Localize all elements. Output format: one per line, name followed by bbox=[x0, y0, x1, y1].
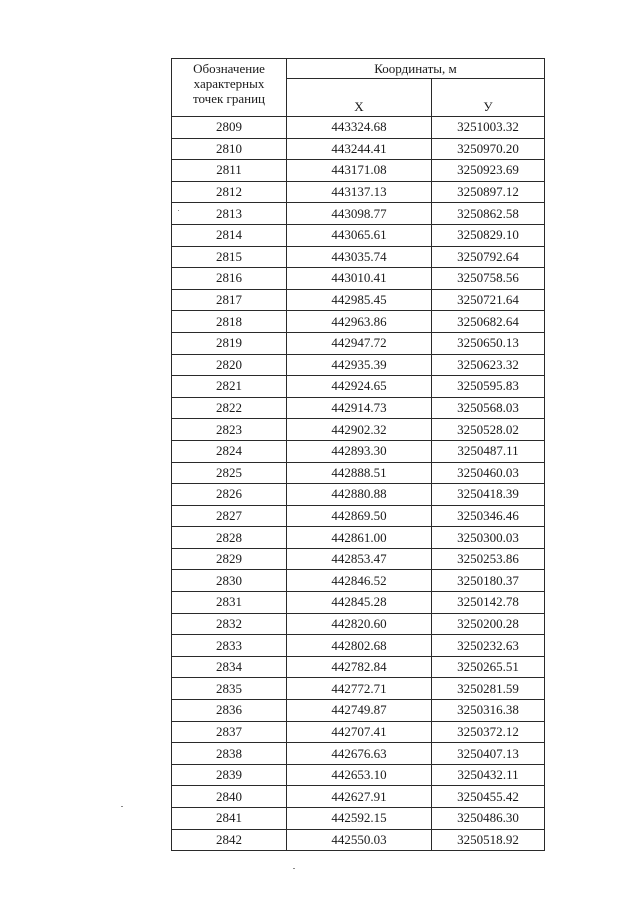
x-coordinate-cell: 442893.30 bbox=[287, 440, 432, 462]
table-row bbox=[172, 462, 545, 484]
table-row bbox=[172, 505, 545, 527]
point-cell: 2823 bbox=[172, 419, 287, 441]
x-coordinate-cell: 442772.71 bbox=[287, 678, 432, 700]
x-coordinate-cell: 442802.68 bbox=[287, 635, 432, 657]
x-coordinate-cell: 443065.61 bbox=[287, 224, 432, 246]
coordinates-table bbox=[171, 58, 545, 851]
x-coordinate-cell: 442782.84 bbox=[287, 656, 432, 678]
y-coordinate-cell: 3250792.64 bbox=[432, 246, 545, 268]
x-coordinate-cell: 442861.00 bbox=[287, 527, 432, 549]
point-cell: 2834 bbox=[172, 656, 287, 678]
table-row bbox=[172, 678, 545, 700]
table-row bbox=[172, 635, 545, 657]
x-coordinate-cell: 442924.65 bbox=[287, 376, 432, 398]
y-coordinate-cell: 3250346.46 bbox=[432, 505, 545, 527]
point-cell: 2833 bbox=[172, 635, 287, 657]
point-header-line-2: характерных bbox=[193, 76, 265, 91]
table-row bbox=[172, 117, 545, 139]
x-coordinate-cell: 442550.03 bbox=[287, 829, 432, 851]
table-row bbox=[172, 160, 545, 182]
y-coordinate-cell: 3250518.92 bbox=[432, 829, 545, 851]
y-coordinate-cell: 3250432.11 bbox=[432, 764, 545, 786]
x-coordinate-cell: 443137.13 bbox=[287, 181, 432, 203]
table-row bbox=[172, 419, 545, 441]
y-coordinate-cell: 3250200.28 bbox=[432, 613, 545, 635]
table-row bbox=[172, 354, 545, 376]
y-coordinate-cell: 3250758.56 bbox=[432, 268, 545, 290]
point-cell: 2831 bbox=[172, 592, 287, 614]
table-row bbox=[172, 656, 545, 678]
point-cell: 2822 bbox=[172, 397, 287, 419]
table-row bbox=[172, 484, 545, 506]
y-coordinate-cell: 3250232.63 bbox=[432, 635, 545, 657]
point-cell: 2812 bbox=[172, 181, 287, 203]
y-coordinate-cell: 3250460.03 bbox=[432, 462, 545, 484]
x-coordinate-cell: 443324.68 bbox=[287, 117, 432, 139]
x-coordinate-cell: 442592.15 bbox=[287, 808, 432, 830]
point-cell: 2841 bbox=[172, 808, 287, 830]
point-cell: 2840 bbox=[172, 786, 287, 808]
table-header bbox=[172, 59, 545, 117]
scan-speck bbox=[293, 868, 295, 869]
table-row bbox=[172, 743, 545, 765]
point-header-line-1: Обозначение bbox=[193, 61, 265, 76]
scan-speck bbox=[178, 210, 179, 211]
y-coordinate-cell: 3250265.51 bbox=[432, 656, 545, 678]
x-coordinate-cell: 442676.63 bbox=[287, 743, 432, 765]
x-coordinate-cell: 442914.73 bbox=[287, 397, 432, 419]
table-row bbox=[172, 592, 545, 614]
point-cell: 2842 bbox=[172, 829, 287, 851]
point-cell: 2819 bbox=[172, 332, 287, 354]
x-coordinate-cell: 442845.28 bbox=[287, 592, 432, 614]
coordinates-header: Координаты, м bbox=[287, 59, 545, 79]
y-coordinate-cell: 3250372.12 bbox=[432, 721, 545, 743]
point-cell: 2814 bbox=[172, 224, 287, 246]
x-coordinate-cell: 442820.60 bbox=[287, 613, 432, 635]
x-coordinate-cell: 442846.52 bbox=[287, 570, 432, 592]
point-cell: 2830 bbox=[172, 570, 287, 592]
point-cell: 2813 bbox=[172, 203, 287, 225]
table-row bbox=[172, 527, 545, 549]
x-coordinate-cell: 442902.32 bbox=[287, 419, 432, 441]
table-row bbox=[172, 397, 545, 419]
point-cell: 2836 bbox=[172, 700, 287, 722]
y-coordinate-cell: 3250455.42 bbox=[432, 786, 545, 808]
table-row bbox=[172, 332, 545, 354]
x-column-header: X bbox=[287, 79, 432, 117]
table-body bbox=[172, 117, 545, 851]
table-row bbox=[172, 721, 545, 743]
y-coordinate-cell: 3250650.13 bbox=[432, 332, 545, 354]
point-cell: 2818 bbox=[172, 311, 287, 333]
y-coordinate-cell: 3250623.32 bbox=[432, 354, 545, 376]
point-cell: 2816 bbox=[172, 268, 287, 290]
table-row bbox=[172, 808, 545, 830]
point-cell: 2815 bbox=[172, 246, 287, 268]
table-row bbox=[172, 829, 545, 851]
y-coordinate-cell: 3250682.64 bbox=[432, 311, 545, 333]
point-cell: 2827 bbox=[172, 505, 287, 527]
point-cell: 2829 bbox=[172, 548, 287, 570]
y-coordinate-cell: 3250418.39 bbox=[432, 484, 545, 506]
table-row bbox=[172, 246, 545, 268]
point-cell: 2826 bbox=[172, 484, 287, 506]
table-row bbox=[172, 289, 545, 311]
y-coordinate-cell: 3250300.03 bbox=[432, 527, 545, 549]
table-row bbox=[172, 224, 545, 246]
x-coordinate-cell: 442888.51 bbox=[287, 462, 432, 484]
y-coordinate-cell: 3250180.37 bbox=[432, 570, 545, 592]
point-cell: 2820 bbox=[172, 354, 287, 376]
point-cell: 2832 bbox=[172, 613, 287, 635]
x-coordinate-cell: 442963.86 bbox=[287, 311, 432, 333]
table-row bbox=[172, 570, 545, 592]
point-cell: 2825 bbox=[172, 462, 287, 484]
table-row bbox=[172, 181, 545, 203]
point-header-line-3: точек границ bbox=[192, 91, 266, 106]
table-row bbox=[172, 268, 545, 290]
table-row bbox=[172, 613, 545, 635]
y-coordinate-cell: 3250281.59 bbox=[432, 678, 545, 700]
x-coordinate-cell: 443171.08 bbox=[287, 160, 432, 182]
x-coordinate-cell: 442880.88 bbox=[287, 484, 432, 506]
x-coordinate-cell: 442749.87 bbox=[287, 700, 432, 722]
point-cell: 2835 bbox=[172, 678, 287, 700]
table-row bbox=[172, 440, 545, 462]
table-row bbox=[172, 311, 545, 333]
y-coordinate-cell: 3250486.30 bbox=[432, 808, 545, 830]
y-coordinate-cell: 3250897.12 bbox=[432, 181, 545, 203]
x-coordinate-cell: 442707.41 bbox=[287, 721, 432, 743]
y-coordinate-cell: 3251003.32 bbox=[432, 117, 545, 139]
point-column-header bbox=[172, 59, 287, 117]
point-cell: 2837 bbox=[172, 721, 287, 743]
y-coordinate-cell: 3250721.64 bbox=[432, 289, 545, 311]
x-coordinate-cell: 443098.77 bbox=[287, 203, 432, 225]
y-coordinate-cell: 3250568.03 bbox=[432, 397, 545, 419]
table-row bbox=[172, 138, 545, 160]
point-cell: 2828 bbox=[172, 527, 287, 549]
point-cell: 2839 bbox=[172, 764, 287, 786]
table-row bbox=[172, 203, 545, 225]
table-row bbox=[172, 700, 545, 722]
y-coordinate-cell: 3250142.78 bbox=[432, 592, 545, 614]
point-cell: 2817 bbox=[172, 289, 287, 311]
x-coordinate-cell: 442947.72 bbox=[287, 332, 432, 354]
point-cell: 2838 bbox=[172, 743, 287, 765]
x-coordinate-cell: 442985.45 bbox=[287, 289, 432, 311]
x-coordinate-cell: 443010.41 bbox=[287, 268, 432, 290]
y-coordinate-cell: 3250862.58 bbox=[432, 203, 545, 225]
y-column-header: У bbox=[432, 79, 545, 117]
y-coordinate-cell: 3250923.69 bbox=[432, 160, 545, 182]
point-cell: 2809 bbox=[172, 117, 287, 139]
y-coordinate-cell: 3250528.02 bbox=[432, 419, 545, 441]
y-coordinate-cell: 3250829.10 bbox=[432, 224, 545, 246]
y-coordinate-cell: 3250487.11 bbox=[432, 440, 545, 462]
table-row bbox=[172, 786, 545, 808]
y-coordinate-cell: 3250316.38 bbox=[432, 700, 545, 722]
scan-speck bbox=[121, 806, 123, 807]
point-cell: 2824 bbox=[172, 440, 287, 462]
y-coordinate-cell: 3250407.13 bbox=[432, 743, 545, 765]
y-coordinate-cell: 3250253.86 bbox=[432, 548, 545, 570]
x-coordinate-cell: 443244.41 bbox=[287, 138, 432, 160]
y-coordinate-cell: 3250595.83 bbox=[432, 376, 545, 398]
y-coordinate-cell: 3250970.20 bbox=[432, 138, 545, 160]
x-coordinate-cell: 442935.39 bbox=[287, 354, 432, 376]
x-coordinate-cell: 442869.50 bbox=[287, 505, 432, 527]
table-row bbox=[172, 764, 545, 786]
table-row bbox=[172, 548, 545, 570]
point-cell: 2810 bbox=[172, 138, 287, 160]
table-row bbox=[172, 376, 545, 398]
point-cell: 2821 bbox=[172, 376, 287, 398]
x-coordinate-cell: 442853.47 bbox=[287, 548, 432, 570]
point-cell: 2811 bbox=[172, 160, 287, 182]
x-coordinate-cell: 442653.10 bbox=[287, 764, 432, 786]
x-coordinate-cell: 442627.91 bbox=[287, 786, 432, 808]
x-coordinate-cell: 443035.74 bbox=[287, 246, 432, 268]
